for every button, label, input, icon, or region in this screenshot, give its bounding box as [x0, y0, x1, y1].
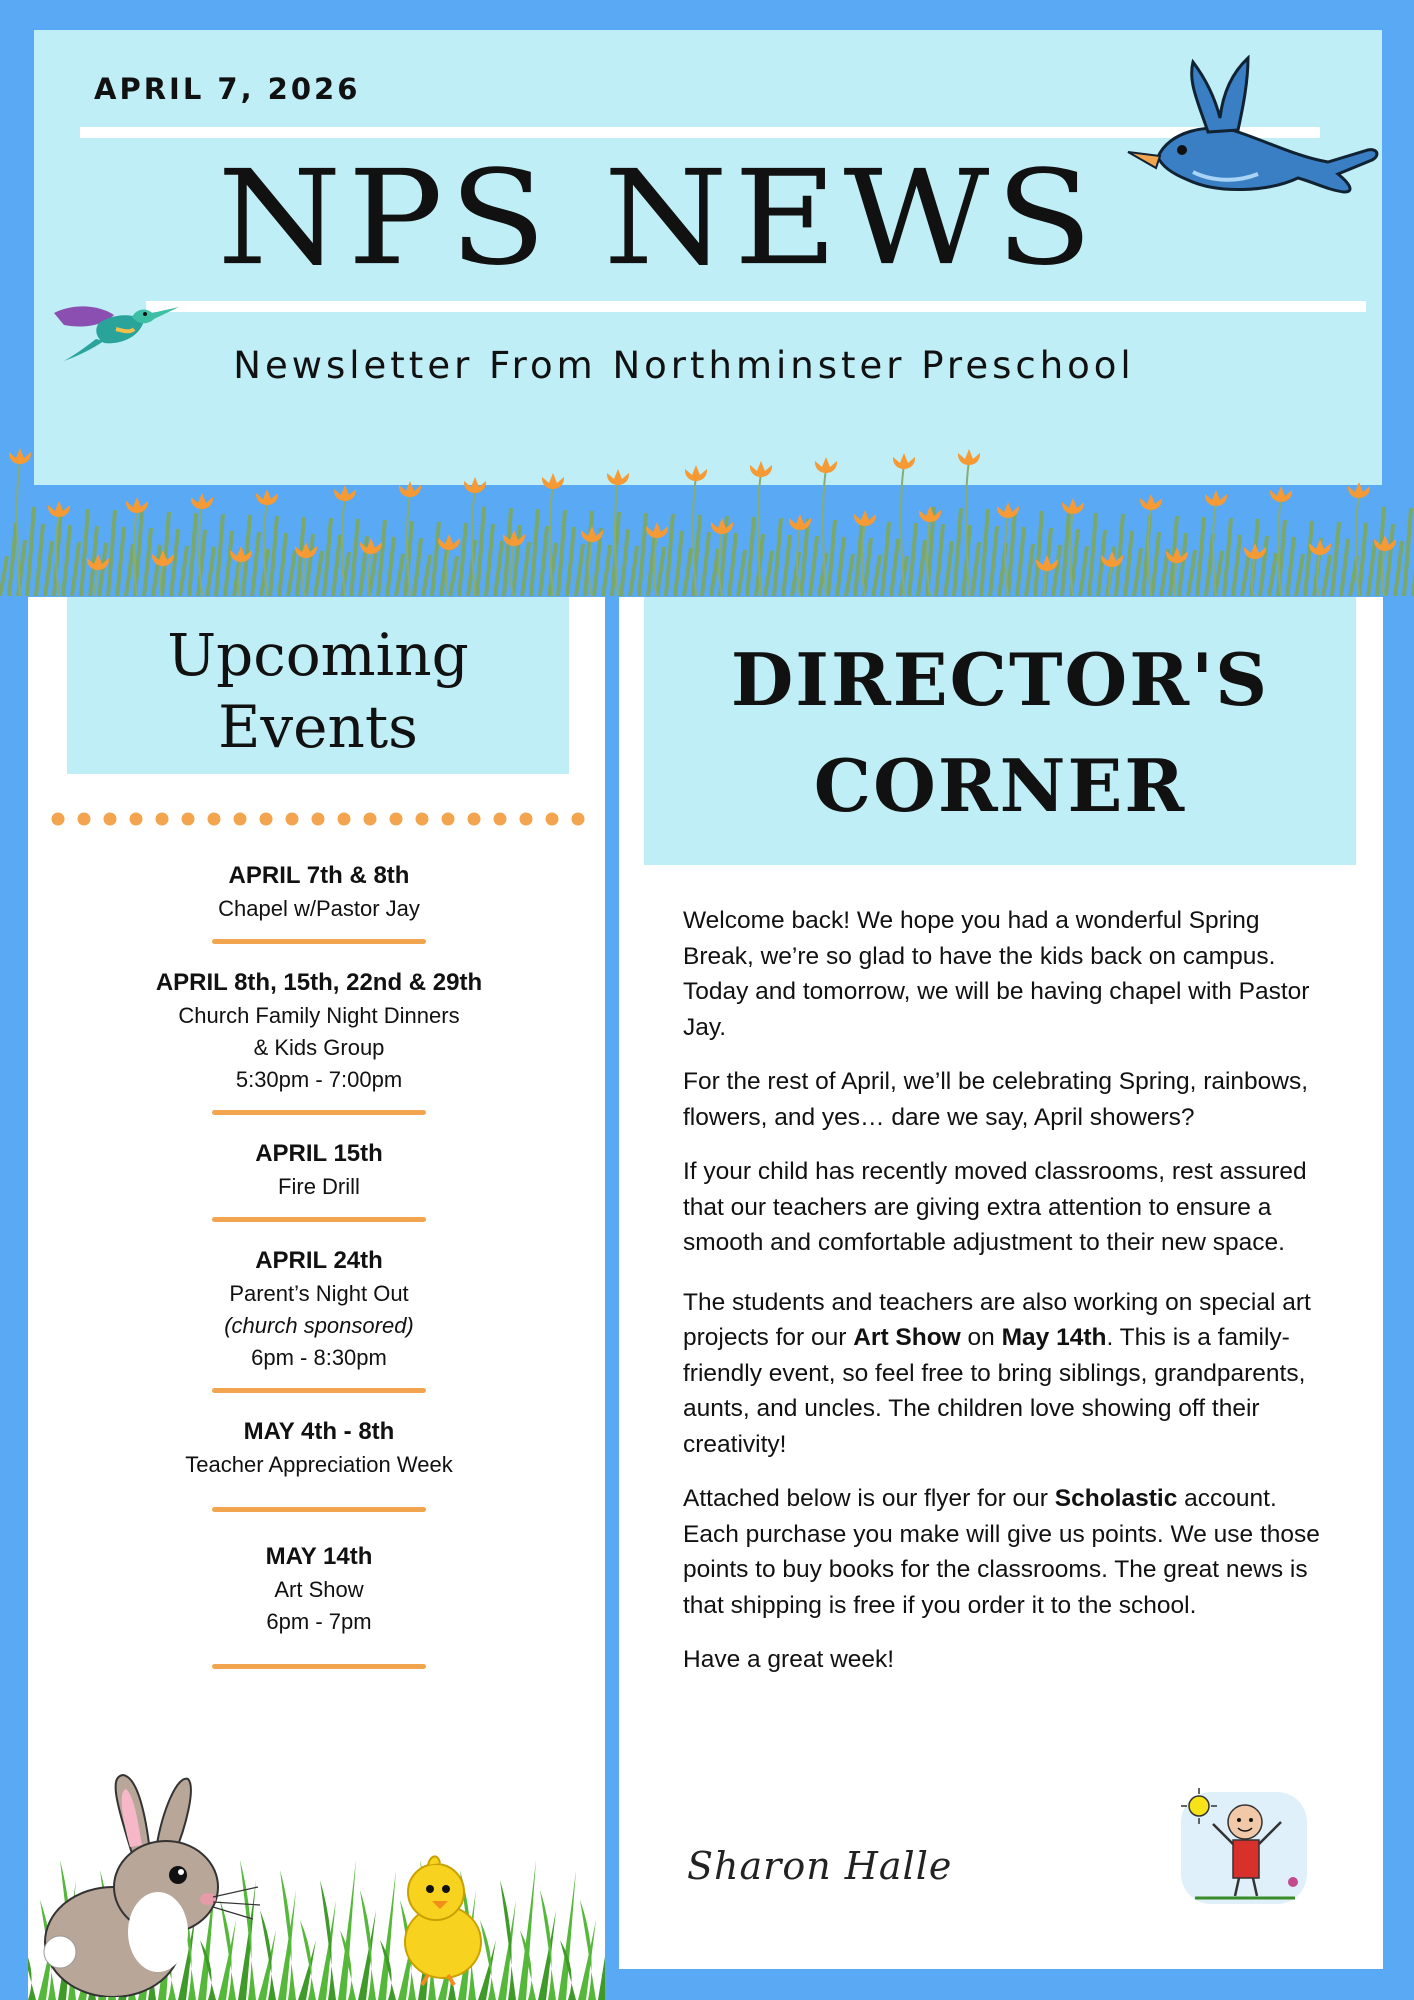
letter-text: . This is a family-friendly event, so feel free to bring siblings, grandparents, aunts, and uncles. The children love showing off their creativity! — [683, 1324, 1306, 1458]
event-date: APRIL 8th, 15th, 22nd & 29th — [155, 969, 483, 996]
letter-paragraph — [683, 1285, 1333, 1463]
divider-dot — [182, 813, 195, 826]
divider-dot — [520, 813, 533, 826]
letter-paragraph: For the rest of April, we’ll be celebrating Spring, rainbows, flowers, and yes… dare we say, April showers? — [683, 1068, 1309, 1131]
events-list — [28, 859, 605, 1691]
divider-dot — [390, 813, 403, 826]
event-note: (church sponsored) — [224, 1313, 414, 1338]
letter-text: The students and teachers are also working on special art projects for our — [683, 1288, 1311, 1351]
directors-corner-heading — [644, 597, 1356, 865]
kid-drawing-icon — [1175, 1782, 1315, 1912]
event-item — [28, 1244, 605, 1393]
newsletter-subtitle: Newsletter From Northminster Preschool — [233, 344, 1135, 387]
chick-icon — [388, 1847, 498, 1987]
event-detail: Parent’s Night Out — [229, 1281, 409, 1306]
event-detail: Art Show — [274, 1577, 364, 1602]
event-divider — [212, 1388, 426, 1393]
divider-dot — [442, 813, 455, 826]
orange-flower — [815, 457, 837, 473]
directors-letter — [683, 903, 1333, 1697]
letter-text: Attached below is our flyer for our — [683, 1485, 1055, 1512]
event-divider — [212, 1507, 426, 1512]
event-time: 5:30pm - 7:00pm — [235, 1067, 403, 1092]
letter-paragraph — [683, 1481, 1333, 1623]
divider-dot — [286, 813, 299, 826]
event-date: APRIL 24th — [255, 1247, 383, 1274]
hummingbird-icon — [44, 283, 184, 368]
event-detail: Church Family Night Dinners — [178, 1003, 460, 1028]
letter-text: account. Each purchase you make will give us points. We use those points to buy books for the classrooms. The great news is that shipping is free if you order it to the school. — [683, 1485, 1320, 1619]
event-date: APRIL 15th — [255, 1140, 383, 1167]
letter-emphasis: Scholastic — [1054, 1485, 1178, 1512]
event-divider — [212, 1664, 426, 1669]
divider-dot — [130, 813, 143, 826]
directors-corner-heading-line2: CORNER — [813, 743, 1187, 828]
letter-text: on — [960, 1324, 1002, 1351]
divider-dot — [78, 813, 91, 826]
divider-dot — [234, 813, 247, 826]
letter-emphasis: May 14th — [1001, 1324, 1107, 1351]
orange-flower — [893, 453, 915, 469]
divider-dot — [156, 813, 169, 826]
grass-blade — [338, 1860, 356, 2000]
event-item — [28, 1415, 605, 1512]
divider-dot — [494, 813, 507, 826]
divider-dot — [52, 813, 65, 826]
bunny-icon — [38, 1747, 278, 1997]
event-date: APRIL 7th & 8th — [228, 862, 410, 889]
orange-flower — [607, 469, 629, 485]
event-date: MAY 14th — [265, 1543, 373, 1570]
divider-dot — [572, 813, 585, 826]
event-divider — [212, 939, 426, 944]
flower-meadow — [0, 410, 1414, 596]
event-time: 6pm - 8:30pm — [251, 1345, 387, 1370]
divider-dot — [312, 813, 325, 826]
event-date: MAY 4th - 8th — [243, 1418, 395, 1445]
letter-paragraph: If your child has recently moved classrooms, rest assured that our teachers are giving extra attention to ensure a smooth and comfortable adjustment to their new space. — [683, 1158, 1307, 1256]
grass-blade — [518, 1860, 536, 2000]
event-item — [28, 966, 605, 1115]
letter-closing: Have a great week! — [683, 1646, 895, 1673]
event-detail: & Kids Group — [253, 1035, 385, 1060]
issue-date: APRIL 7, 2026 — [94, 72, 361, 106]
orange-flower — [9, 448, 31, 464]
divider-dot — [468, 813, 481, 826]
upcoming-events-heading — [67, 597, 569, 774]
orange-flower — [750, 461, 772, 477]
divider-dot — [338, 813, 351, 826]
directors-corner-heading-line1: DIRECTOR'S — [730, 637, 1270, 722]
event-detail: Chapel w/Pastor Jay — [218, 896, 420, 921]
directors-corner-column — [619, 597, 1383, 1969]
dotted-divider — [50, 809, 590, 829]
header-rule-bottom — [146, 301, 1366, 312]
divider-dot — [260, 813, 273, 826]
event-detail: Teacher Appreciation Week — [185, 1452, 453, 1477]
divider-dot — [416, 813, 429, 826]
upcoming-events-heading-line1: Upcoming — [167, 621, 469, 689]
divider-dot — [104, 813, 117, 826]
event-item — [28, 859, 605, 944]
director-signature: Sharon Halle — [687, 1844, 953, 1888]
grass-blade — [28, 1940, 36, 2000]
event-time: 6pm - 7pm — [266, 1609, 372, 1634]
event-item — [28, 1137, 605, 1222]
grass-blade — [598, 1880, 605, 2000]
upcoming-events-column — [28, 597, 605, 2000]
event-detail: Fire Drill — [278, 1174, 360, 1199]
divider-dot — [364, 813, 377, 826]
upcoming-events-heading-line2: Events — [218, 693, 418, 761]
newsletter-title: NPS NEWS — [217, 142, 1099, 295]
event-divider — [212, 1110, 426, 1115]
orange-flower — [685, 465, 707, 481]
bluebird-icon — [1098, 52, 1388, 232]
divider-dot — [208, 813, 221, 826]
divider-dot — [546, 813, 559, 826]
letter-paragraph: Welcome back! We hope you had a wonderful Spring Break, we’re so glad to have the kids back on campus. Today and tomorrow, we will be having chapel with Pastor Jay. — [683, 907, 1310, 1041]
letter-emphasis: Art Show — [853, 1324, 961, 1351]
event-item — [28, 1540, 605, 1669]
event-divider — [212, 1217, 426, 1222]
orange-flower — [958, 449, 980, 465]
grass-blade — [558, 1870, 576, 2000]
